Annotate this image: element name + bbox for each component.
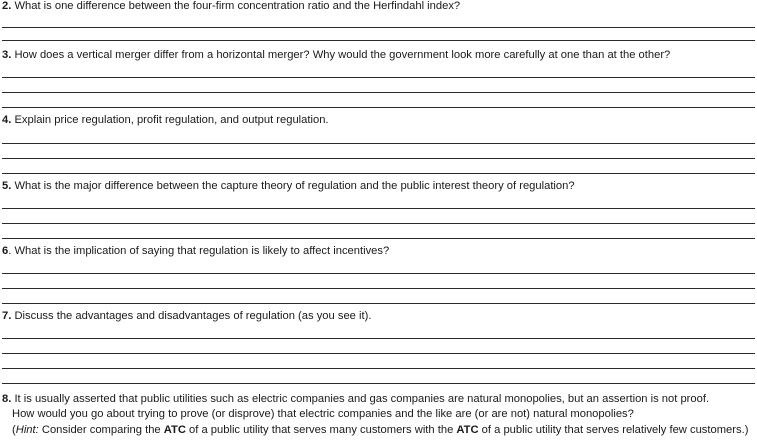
answer-line[interactable] bbox=[2, 173, 755, 174]
answer-line[interactable] bbox=[2, 40, 755, 41]
answer-line[interactable] bbox=[2, 353, 755, 354]
question-text: What is the major difference between the capture theory of regulation and the public interest theory of regulation? bbox=[11, 180, 575, 192]
hint-text: Consider comparing the bbox=[38, 424, 164, 436]
question-text: How would you go about trying to prove (or disprove) that electric companies and the like are (or are not) natural monopolies? bbox=[12, 408, 634, 420]
answer-line[interactable] bbox=[2, 223, 755, 224]
question-text: Explain price regulation, profit regulation, and output regulation. bbox=[11, 114, 329, 126]
answer-line[interactable] bbox=[2, 368, 755, 369]
question-8-hint bbox=[2, 424, 757, 437]
answer-line[interactable] bbox=[2, 107, 755, 108]
answer-line[interactable] bbox=[2, 288, 755, 289]
question-number: 7. bbox=[2, 310, 12, 322]
question-number: 3. bbox=[2, 49, 12, 61]
question-4 bbox=[2, 114, 757, 127]
question-2 bbox=[2, 0, 757, 13]
answer-line[interactable] bbox=[2, 383, 755, 384]
question-6 bbox=[2, 245, 757, 258]
question-8 bbox=[2, 393, 757, 406]
atc-term: ATC bbox=[456, 424, 479, 436]
question-number: 4. bbox=[2, 114, 12, 126]
question-text: Discuss the advantages and disadvantages of regulation (as you see it). bbox=[11, 310, 372, 322]
question-7 bbox=[2, 310, 757, 323]
hint-text: of a public utility that serves many customers with the bbox=[185, 424, 457, 436]
answer-line[interactable] bbox=[2, 27, 755, 28]
question-number: 6 bbox=[2, 245, 9, 257]
question-number: 5. bbox=[2, 180, 12, 192]
question-5 bbox=[2, 180, 757, 193]
hint-label: Hint: bbox=[15, 424, 39, 436]
question-number: 8. bbox=[2, 393, 12, 405]
hint-open-paren: ( bbox=[12, 424, 16, 436]
answer-line[interactable] bbox=[2, 158, 755, 159]
question-text: . What is the implication of saying that regulation is likely to affect incentives? bbox=[8, 245, 390, 257]
question-text: It is usually asserted that public utilities such as electric companies and gas companies are natural monopolies, but an assertion is not proof. bbox=[11, 393, 710, 405]
answer-line[interactable] bbox=[2, 77, 755, 78]
answer-line[interactable] bbox=[2, 92, 755, 93]
hint-text: of a public utility that serves relatively few customers.) bbox=[478, 424, 749, 436]
question-number: 2. bbox=[2, 0, 12, 12]
question-3 bbox=[2, 49, 757, 62]
answer-line[interactable] bbox=[2, 273, 755, 274]
atc-term: ATC bbox=[163, 424, 186, 436]
question-text: What is one difference between the four-firm concentration ratio and the Herfindahl index? bbox=[11, 0, 461, 12]
answer-line[interactable] bbox=[2, 303, 755, 304]
answer-line[interactable] bbox=[2, 208, 755, 209]
answer-line[interactable] bbox=[2, 238, 755, 239]
answer-line[interactable] bbox=[2, 143, 755, 144]
question-8-line-2 bbox=[2, 408, 757, 421]
question-text: How does a vertical merger differ from a horizontal merger? Why would the government look more carefully at one than at the other? bbox=[11, 49, 671, 61]
answer-line[interactable] bbox=[2, 338, 755, 339]
